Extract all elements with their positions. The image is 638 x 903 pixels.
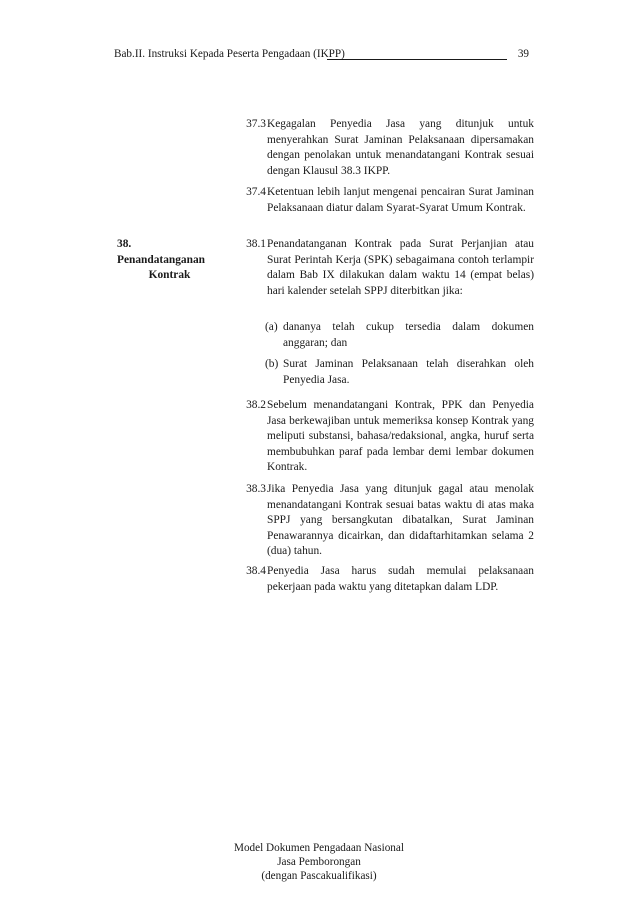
footer-line1: Model Dokumen Pengadaan Nasional xyxy=(234,842,404,854)
section-title-line1: Penandatanganan xyxy=(117,253,205,266)
clause-38-1-a xyxy=(265,320,534,351)
page-number: 39 xyxy=(517,48,529,60)
clause-37-3 xyxy=(232,117,534,179)
section-title-line2: Kontrak xyxy=(148,269,191,282)
header-title: Bab.II. Instruksi Kepada Peserta Pengadaan (IKPP) xyxy=(114,48,345,60)
footer-line2: Jasa Pemborongan xyxy=(277,856,361,868)
page-header xyxy=(114,47,529,63)
clause-text: Ketentuan lebih lanjut mengenai pencairan Surat Jaminan Pelaksanaan diatur dalam Syarat-Syarat Umum Kontrak. xyxy=(267,186,534,214)
section-heading xyxy=(117,237,222,284)
clause-38-3 xyxy=(232,482,534,560)
section-number: 38. xyxy=(117,238,132,250)
subclause-text: Surat Jaminan Pelaksanaan telah diserahkan oleh Penyedia Jasa. xyxy=(283,358,534,386)
clause-38-2 xyxy=(232,398,534,476)
subclause-text: dananya telah cukup tersedia dalam dokumen anggaran; dan xyxy=(283,321,534,349)
clause-text: Kegagalan Penyedia Jasa yang ditunjuk untuk menyerahkan Surat Jaminan Pelaksanaan dipersamakan dengan penolakan untuk menandatangani Kontrak sesuai dengan Klausul 38.3 IKPP. xyxy=(267,118,534,177)
clause-38-1-b xyxy=(265,357,534,388)
clause-text: Jika Penyedia Jasa yang ditunjuk gagal atau menolak menandatangani Kontrak sesuai batas waktu di atas maka SPPJ yang bersangkutan dibatalkan, Surat Jaminan Penawarannya dicairkan, dan didaftarhitamkan selama 2 (dua) tahun. xyxy=(267,483,534,558)
clause-number: 38.4 xyxy=(246,565,266,577)
page-footer xyxy=(0,841,638,883)
clause-text: Sebelum menandatangani Kontrak, PPK dan Penyedia Jasa berkewajiban untuk memeriksa konsep Kontrak yang meliputi substansi, bahasa/redaksional, angka, huruf serta membubuhkan paraf pada lembar demi lembar dokumen Kontrak. xyxy=(267,399,534,474)
clause-text: Penyedia Jasa harus sudah memulai pelaksanaan pekerjaan pada waktu yang ditetapkan dalam LDP. xyxy=(267,565,534,593)
clause-text: Penandatanganan Kontrak pada Surat Perjanjian atau Surat Perintah Kerja (SPK) sebagaimana contoh terlampir dalam Bab IX dilakukan dalam waktu 14 (empat belas) hari kalender setelah SPPJ diterbitkan jika: xyxy=(267,238,534,297)
clause-number: 38.1 xyxy=(246,238,266,250)
header-rule xyxy=(327,59,507,60)
clause-number: 37.3 xyxy=(246,118,266,130)
clause-37-4 xyxy=(232,185,534,216)
subclause-label: (a) xyxy=(265,321,278,333)
clause-number: 38.3 xyxy=(246,483,266,495)
footer-line3: (dengan Pascakualifikasi) xyxy=(261,870,377,882)
clause-38-4 xyxy=(232,564,534,595)
clause-number: 38.2 xyxy=(246,399,266,411)
clause-number: 37.4 xyxy=(246,186,266,198)
clause-38-1 xyxy=(232,237,534,299)
subclause-label: (b) xyxy=(265,358,279,370)
